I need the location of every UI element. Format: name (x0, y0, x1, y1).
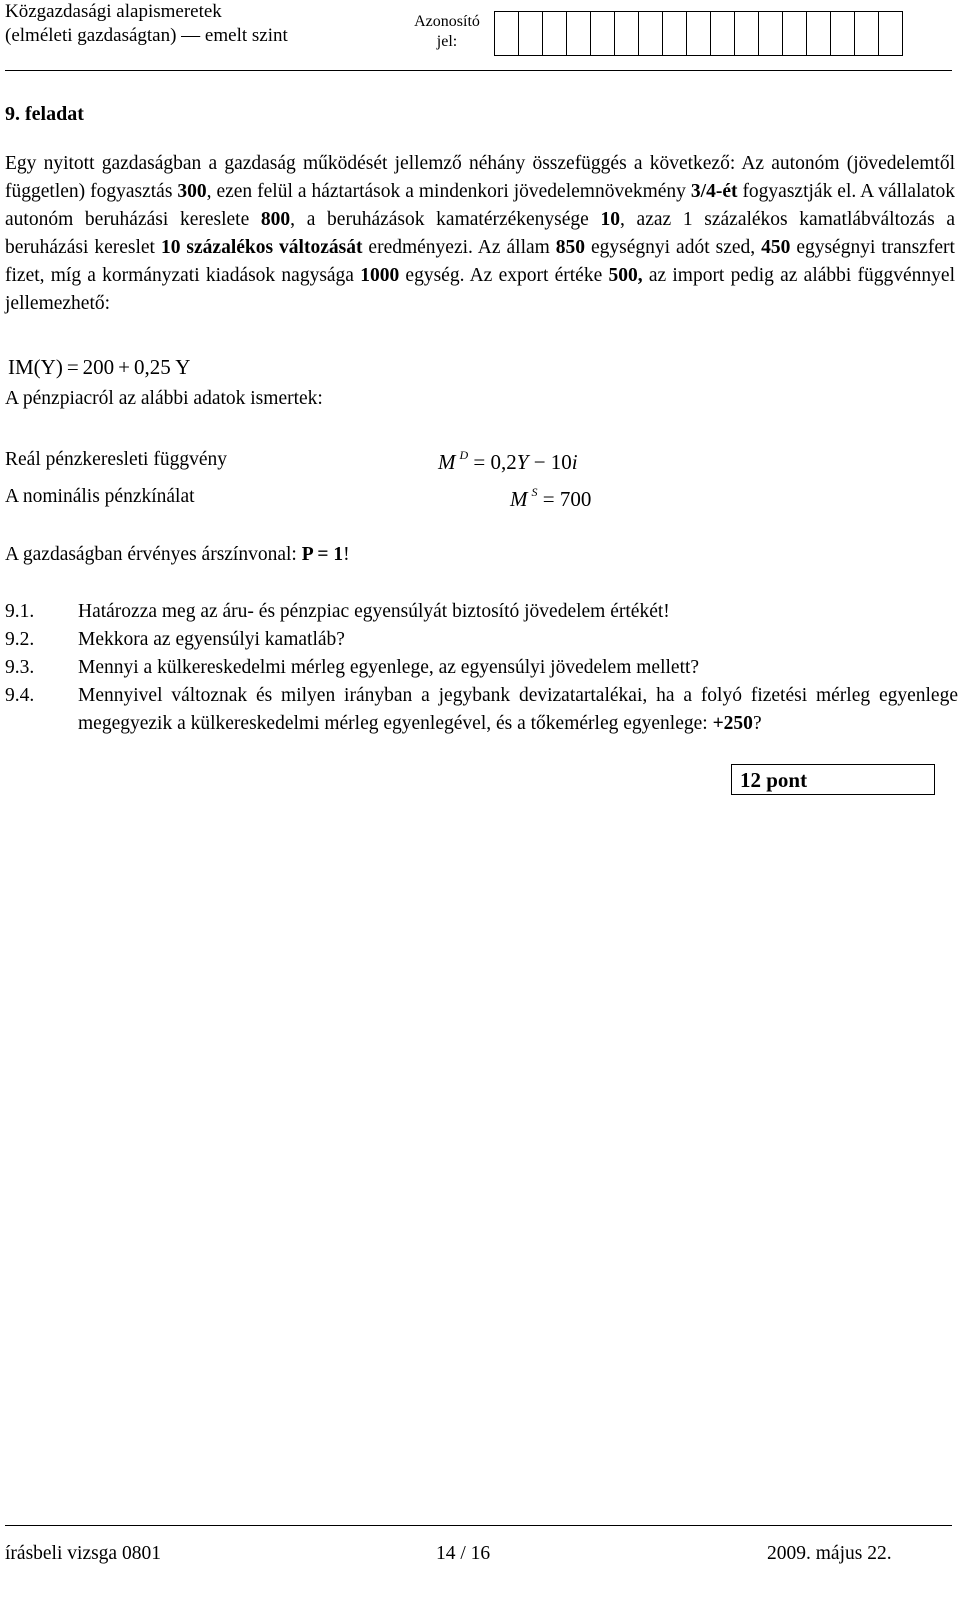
id-box[interactable] (494, 11, 519, 56)
money-demand-label: Reál pénzkeresleti függvény (5, 449, 227, 470)
id-box[interactable] (662, 11, 687, 56)
question-text: Mennyi a külkereskedelmi mérleg egyenlege, az egyensúlyi jövedelem mellett? (78, 657, 700, 678)
footer-page-number: 14 / 16 (436, 1543, 491, 1564)
money-demand-formula: M $^D$ = 0,2Y − 10i (438, 448, 578, 474)
question-number: 9.2. (5, 629, 35, 650)
id-box[interactable] (590, 11, 615, 56)
money-market-intro: A pénzpiacról az alábbi adatok ismertek: (5, 388, 323, 409)
question-number: 9.4. (5, 685, 35, 706)
id-box[interactable] (806, 11, 831, 56)
question-text: Mekkora az egyensúlyi kamatláb? (78, 629, 345, 650)
id-label-line-2: jel: (436, 33, 458, 50)
id-box[interactable] (542, 11, 567, 56)
id-box[interactable] (686, 11, 711, 56)
id-box[interactable] (782, 11, 807, 56)
id-label (410, 12, 484, 52)
subject-header (5, 0, 288, 48)
id-box[interactable] (878, 11, 903, 56)
task-title: 9. feladat (5, 103, 84, 125)
id-box[interactable] (518, 11, 543, 56)
question-text: Határozza meg az áru- és pénzpiac egyensúlyát biztosító jövedelem értékét! (78, 601, 670, 622)
id-box[interactable] (710, 11, 735, 56)
footer-rule (5, 1525, 952, 1526)
id-label-line-1: Azonosító (414, 13, 480, 30)
question-number: 9.1. (5, 601, 35, 622)
id-box[interactable] (854, 11, 879, 56)
id-box[interactable] (566, 11, 591, 56)
id-box[interactable] (758, 11, 783, 56)
header-rule (5, 70, 952, 71)
id-box[interactable] (614, 11, 639, 56)
subject-line-2: (elméleti gazdaságtan) — emelt szint (5, 25, 288, 46)
points-label: 12 pont (740, 768, 808, 792)
id-box[interactable] (638, 11, 663, 56)
task-description: Egy nyitott gazdaságban a gazdaság működését jellemző néhány összefüggés a következő: Az autonóm (jövedelemtől független) fogyasztás 300, ezen felül a háztartások a mindenkori jövedelemnövekmény 3/4-ét fogyasztják el. A vállalatok autonóm beruházási kereslete 800, a beruházások kamatérzékenysége 10, azaz 1 százalékos kamatlábváltozás a beruházási kereslet 10 százalékos változását eredményezi. Az állam 850 egységnyi adót szed, 450 egységnyi transzfert fizet, míg a kormányzati kiadások nagysága 1000 egység. Az export értéke 500, az import pedig az alábbi függvénnyel jellemezhető: (5, 153, 956, 314)
price-level: A gazdaságban érvényes árszínvonal: P = 1! (5, 544, 350, 565)
money-supply-label: A nominális pénzkínálat (5, 486, 195, 507)
question-number: 9.3. (5, 657, 35, 678)
points-box (731, 764, 935, 795)
footer-exam-code: írásbeli vizsga 0801 (5, 1543, 161, 1564)
money-supply-formula: M $^S$ = 700 (510, 485, 592, 511)
id-box[interactable] (830, 11, 855, 56)
id-box[interactable] (734, 11, 759, 56)
subject-line-1: Közgazdasági alapismeretek (5, 1, 222, 22)
id-boxes[interactable] (494, 11, 903, 56)
import-function: IM(Y) = 200 + 0,25 Y (8, 355, 191, 379)
footer-date: 2009. május 22. (767, 1543, 892, 1564)
question-text: Mennyivel változnak és milyen irányban a jegybank devizatartalékai, ha a folyó fizetési mérleg egyenlege megegyezik a külkereskedelmi mérleg egyenlegével, és a tőkemérleg egyenlege: +250? (78, 685, 958, 734)
